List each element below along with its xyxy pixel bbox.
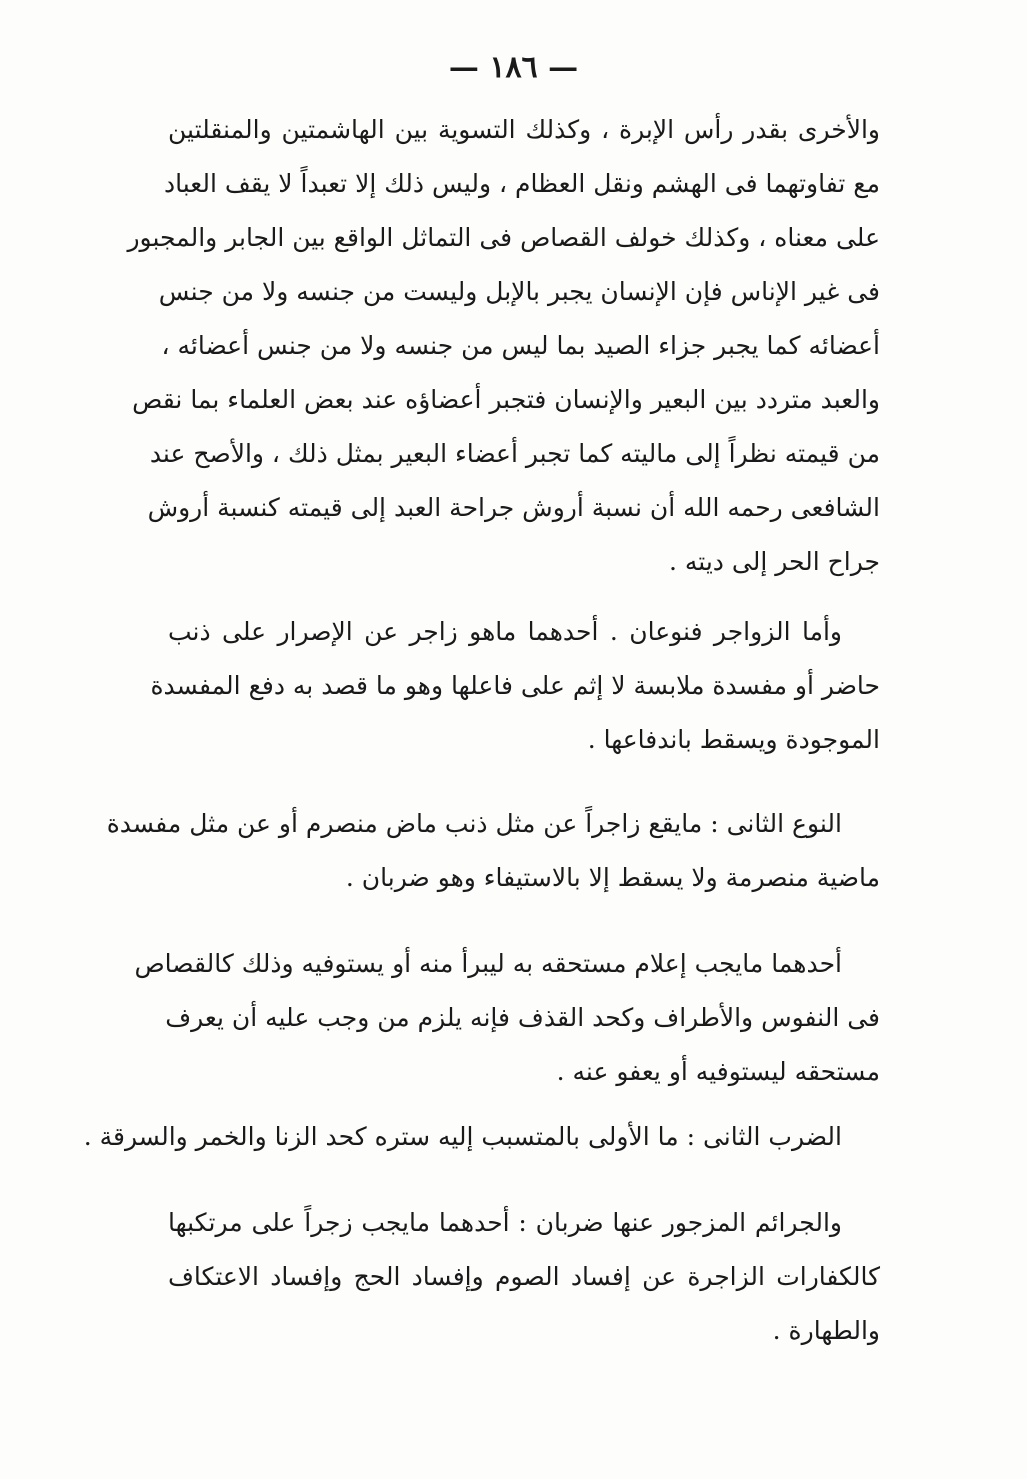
text-line: فى غير الإناس فإن الإنسان يجبر بالإبل وليست من جنسه ولا من جنس [158, 277, 880, 306]
text-line: والأخرى بقدر رأس الإبرة ، وكذلك التسوية بين الهاشمتين والمنقلتين [168, 115, 880, 144]
text-line: مستحقه ليستوفيه أو يعفو عنه . [556, 1057, 880, 1086]
paragraph-6 [168, 1196, 880, 1358]
text-line: والطهارة . [772, 1316, 880, 1345]
page-number: — ١٨٦ — [448, 50, 579, 85]
paragraph-3 [106, 797, 880, 905]
text-line: والعبد متردد بين البعير والإنسان فتجبر أعضاؤه عند بعض العلماء بما نقص [132, 385, 880, 414]
text-line: من قيمته نظراً إلى ماليته كما تجبر أعضاء البعير بمثل ذلك ، والأصح عند [149, 439, 880, 468]
text-line: حاضر أو مفسدة ملابسة لا إثم على فاعلها وهو ما قصد به دفع المفسدة [150, 671, 880, 700]
text-line: ماضية منصرمة ولا يسقط إلا بالاستيفاء وهو ضربان . [345, 863, 880, 892]
text-line: أعضائه كما يجبر جزاء الصيد بما ليس من جنسه ولا من جنس أعضائه ، [161, 331, 880, 360]
paragraph-1 [127, 103, 880, 589]
text-line: أحدهما مايجب إعلام مستحقه به ليبرأ منه أو يستوفيه وذلك كالقصاص [134, 949, 842, 978]
text-line: جراح الحر إلى ديته . [669, 547, 880, 576]
paragraph-5 [83, 1110, 880, 1164]
text-line: الشافعى رحمه الله أن نسبة أروش جراحة العبد إلى قيمته كنسبة أروش [147, 493, 880, 522]
text-line: مع تفاوتهما فى الهشم ونقل العظام ، وليس ذلك إلا تعبداً لا يقف العباد [164, 169, 880, 198]
text-line: النوع الثانى : مايقع زاجراً عن مثل ذنب ماض منصرم أو عن مثل مفسدة [106, 809, 842, 838]
text-line: كالكفارات الزاجرة عن إفساد الصوم وإفساد الحج وإفساد الاعتكاف [168, 1262, 880, 1291]
text-line: وأما الزواجر فنوعان . أحدهما ماهو زاجر عن الإصرار على ذنب [168, 617, 842, 646]
text-line: والجرائم المزجور عنها ضربان : أحدهما مايجب زجراً على مرتكبها [168, 1208, 842, 1237]
paragraph-2 [150, 605, 880, 767]
text-line: الضرب الثانى : ما الأولى بالمتسبب إليه ستره كحد الزنا والخمر والسرقة . [83, 1122, 842, 1151]
text-line: الموجودة ويسقط باندفاعها . [587, 725, 880, 754]
text-line: فى النفوس والأطراف وكحد القذف فإنه يلزم من وجب عليه أن يعرف [165, 1003, 880, 1032]
paragraph-4 [134, 937, 880, 1099]
text-line: على معناه ، وكذلك خولف القصاص فى التماثل الواقع بين الجابر والمجبور [127, 223, 880, 252]
